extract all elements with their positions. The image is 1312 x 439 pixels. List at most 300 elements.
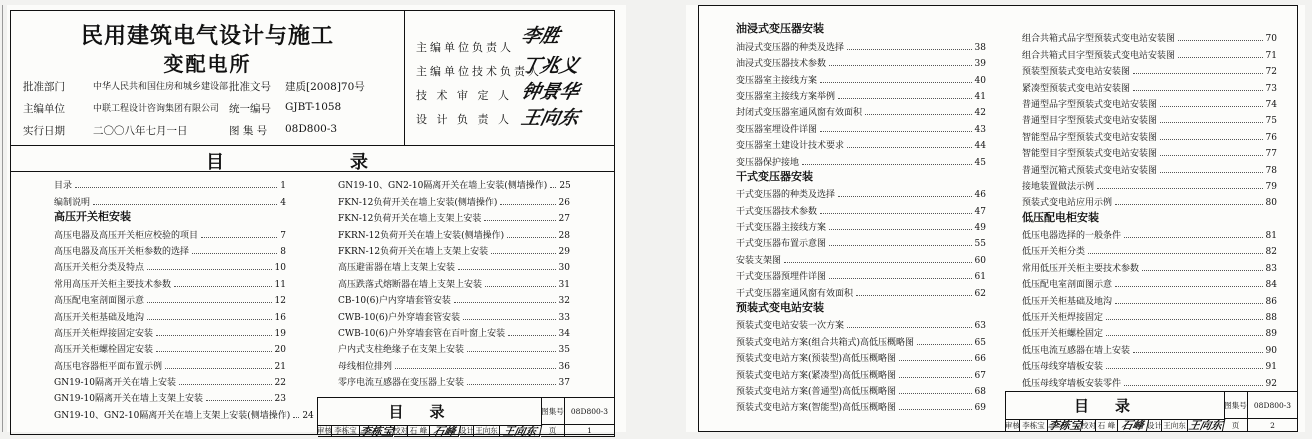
toc-entry — [338, 241, 570, 257]
toc-entry — [1022, 192, 1277, 208]
dot-leader — [1115, 303, 1263, 304]
toc-column — [736, 20, 986, 413]
toc-entry-title: 预装式变电站方案(组合共箱式)高低压概略图 — [736, 337, 915, 348]
reviewer-name: 李栋宝 — [1020, 419, 1048, 432]
dot-leader — [156, 335, 272, 336]
page-label: 页 — [541, 425, 565, 437]
toc-entry-page: 10 — [274, 263, 286, 274]
designer-name: 王向东 — [1162, 419, 1188, 432]
toc-entry — [1022, 77, 1277, 93]
dot-leader — [899, 377, 972, 378]
dot-leader — [93, 204, 277, 205]
toc-entry — [736, 282, 986, 298]
toc-entry — [736, 266, 986, 282]
toc-entry-page: 92 — [1265, 378, 1277, 389]
dot-leader — [500, 204, 555, 205]
role-label: 技 术 审 定 人 — [416, 89, 512, 102]
dot-leader — [1133, 73, 1263, 74]
toc-entry-page: 27 — [558, 214, 570, 225]
toc-entry-title: CWB-10(6)户外穿墙套管安装 — [338, 312, 461, 323]
toc-entry-title: 普通型沉箱式预装式变电站安装图 — [1022, 165, 1158, 176]
meta-value: 08D800-3 — [285, 123, 338, 135]
reviewer-signature: 李栋宝 — [1046, 419, 1083, 432]
binding-line — [2, 5, 3, 432]
toc-entry-page: 28 — [558, 230, 570, 241]
toc-entry — [1022, 339, 1277, 355]
toc-entry-title: 干式变压器主接线方案 — [736, 223, 827, 234]
dot-leader — [1133, 352, 1263, 353]
toc-entry — [1022, 307, 1277, 323]
toc-entry-title: 普通型目字型预装式变电站安装图 — [1022, 116, 1158, 127]
toc-entry — [1022, 356, 1277, 372]
toc-entry — [54, 241, 286, 257]
toc-entry-title: 高压避雷器在墙上支架上安装 — [338, 263, 456, 274]
meta-value: 中华人民共和国住房和城乡建设部 — [93, 82, 229, 92]
dot-leader — [454, 302, 556, 303]
toc-entry — [1022, 372, 1277, 388]
toc-entry-title: 预装式变电站方案(预装型)高低压概略图 — [736, 354, 897, 365]
toc-entry — [736, 53, 986, 69]
toc-entry-page: 70 — [1265, 34, 1277, 45]
dot-leader — [917, 344, 972, 345]
meta-label: 实行日期 — [23, 125, 65, 137]
title-block-name: 目录 — [1006, 392, 1225, 420]
toc-entry-title: 预装式变电站方案(智能型)高低压概略图 — [736, 403, 897, 414]
toc-entry-title: GN19-10、GN2-10隔离开关在墙上安装(侧墙操作) — [338, 181, 548, 192]
toc-entry — [736, 233, 986, 249]
toc-entry-title: 智能型目字型预装式变电站安装图 — [1022, 149, 1158, 160]
toc-entry — [736, 69, 986, 85]
toc-entry-title: 干式变压器布置示意图 — [736, 239, 827, 250]
toc-entry-title: 变压器室土建设计技术要求 — [736, 141, 845, 152]
review-label: 审核 — [1006, 419, 1020, 432]
toc-entry — [736, 397, 986, 413]
divider — [11, 171, 614, 172]
toc-entry — [54, 404, 314, 421]
dot-leader — [856, 295, 972, 296]
dot-leader — [395, 368, 556, 369]
toc-entry-page: 25 — [559, 181, 571, 192]
dot-leader — [847, 327, 972, 328]
dot-leader — [293, 417, 299, 418]
title-block-name: 目录 — [318, 398, 542, 426]
toc-entry-page: 33 — [558, 312, 570, 323]
design-label: 设计 — [459, 426, 474, 435]
meta-label: 图 集 号 — [229, 125, 268, 137]
toc-entry — [736, 381, 986, 397]
toc-entry — [736, 86, 986, 102]
toc-entry-title: GN19-10隔离开关在墙上支架上安装 — [54, 394, 204, 405]
role-label: 主编单位负责人 — [416, 41, 514, 54]
toc-entry — [54, 257, 286, 273]
toc-entry-page: 4 — [280, 197, 286, 208]
dot-leader — [192, 253, 277, 254]
toc-entry-page: 49 — [974, 223, 986, 234]
toc-entry — [1022, 323, 1277, 339]
page-1 — [7, 5, 626, 438]
dot-leader — [820, 213, 972, 214]
toc-entry-page: 43 — [974, 124, 986, 135]
dot-leader — [899, 409, 972, 410]
toc-entry-title: 高压电容器柜平面布置示例 — [54, 361, 163, 372]
toc-entry-page: 42 — [974, 108, 986, 119]
page-2 — [686, 5, 1305, 432]
toc-entry — [736, 331, 986, 347]
toc-entry-title: 高压开关柜基础及地沟 — [54, 312, 145, 323]
toc-entry-title: 紧凑型预装式变电站安装图 — [1022, 83, 1131, 94]
dot-leader — [508, 335, 555, 336]
toc-entry — [1022, 274, 1277, 290]
toc-entry-title: GN19-10、GN2-10隔离开关在墙上支架上安装(侧墙操作) — [54, 410, 291, 421]
toc-entry-page: 62 — [974, 288, 986, 299]
toc-entry-page: 38 — [974, 42, 986, 53]
dot-leader — [147, 302, 272, 303]
toc-entry-title: 高压开关柜焊接固定安装 — [54, 328, 154, 339]
dot-leader — [179, 384, 272, 385]
dot-leader — [550, 187, 556, 188]
toc-entry-page: 77 — [1265, 149, 1277, 160]
toc-entry-page: 29 — [558, 246, 570, 257]
toc-entry-page: 72 — [1265, 67, 1277, 78]
toc-entry-page: 71 — [1265, 50, 1277, 61]
meta-label: 批准文号 — [229, 81, 271, 93]
toc-entry — [338, 208, 570, 224]
toc-entry-title: 变压器室主接线方案 — [736, 75, 818, 86]
toc-entry — [338, 191, 570, 207]
toc-entry-title: 预装型预装式变电站安装图 — [1022, 67, 1131, 78]
toc-entry-page: 67 — [974, 370, 986, 381]
toc-entry-title: 高压跌落式熔断器在墙上支架上安装 — [338, 279, 483, 290]
toc-entry — [736, 200, 986, 216]
toc-entry-page: 73 — [1265, 83, 1277, 94]
dot-leader — [485, 286, 556, 287]
dot-leader — [899, 360, 972, 361]
toc-entry-page: 12 — [274, 296, 286, 307]
toc-entry-page: 74 — [1265, 99, 1277, 110]
dot-leader — [165, 368, 272, 369]
toc-entry — [736, 315, 986, 331]
dot-leader — [467, 384, 556, 385]
dot-leader — [1097, 188, 1263, 189]
drawing-frame — [698, 5, 1298, 432]
toc-entry-title: 常用低压开关柜主要技术参数 — [1022, 263, 1140, 274]
toc-entry-title: 低压电器选择的一般条件 — [1022, 231, 1122, 242]
toc-entry — [54, 339, 286, 355]
toc-entry-page: 41 — [974, 91, 986, 102]
toc-entry-page: 44 — [974, 141, 986, 152]
drawing-frame — [10, 10, 615, 438]
toc-entry-page: 88 — [1265, 313, 1277, 324]
toc-entry-title: 高压电器及高压开关柜应校验的项目 — [54, 230, 199, 241]
toc-entry — [736, 348, 986, 364]
toc-entry-title: 预装式变电站应用示例 — [1022, 198, 1113, 209]
toc-entry — [54, 306, 286, 322]
toc-entry — [54, 372, 286, 388]
checker-signature: 石峰 — [1117, 419, 1150, 432]
dot-leader — [1178, 40, 1263, 41]
dot-leader — [1115, 286, 1263, 287]
responsible-persons-block — [404, 11, 614, 146]
dot-leader — [1133, 90, 1263, 91]
toc-entry-title: 高压开关柜分类及特点 — [54, 263, 145, 274]
role-label: 设 计 负 责 人 — [416, 113, 512, 126]
toc-entry-title: 常用高压开关柜主要技术参数 — [54, 279, 172, 290]
toc-section-heading — [1022, 208, 1277, 224]
toc-entry-page: 84 — [1265, 280, 1277, 291]
dot-leader — [1106, 368, 1263, 369]
meta-label: 统一编号 — [229, 103, 271, 115]
dot-leader — [847, 147, 972, 148]
designer-signature: 王向东 — [1187, 419, 1224, 432]
toc-entry-title: 干式变压器的种类及选择 — [736, 190, 836, 201]
toc-entry-title: 预装式变电站安装一次方案 — [736, 321, 845, 332]
toc-entry — [338, 306, 570, 322]
dot-leader — [206, 400, 272, 401]
toc-entry-page: 90 — [1265, 345, 1277, 356]
toc-entry-title: 预装式变电站安装 — [736, 301, 824, 315]
dot-leader — [1160, 139, 1263, 140]
toc-entry-title: 户内式支柱绝缘子在支架上安装 — [338, 345, 465, 356]
dot-leader — [156, 351, 272, 352]
toc-entry-page: 63 — [974, 321, 986, 332]
toc-entry-title: FKRN-12负荷开关在墙上支架上安装 — [338, 246, 489, 257]
toc-entry-title: 低压开关柜分类 — [1022, 247, 1086, 258]
toc-column — [338, 175, 570, 388]
toc-entry-page: 91 — [1265, 362, 1277, 373]
toc-entry-title: 高压配电室剖面图示意 — [54, 296, 145, 307]
toc-entry-title: 安装支架图 — [736, 255, 782, 266]
toc-entry-page: 83 — [1265, 263, 1277, 274]
checker-signature: 石峰 — [429, 425, 462, 437]
toc-entry-page: 75 — [1265, 116, 1277, 127]
toc-entry-title: 接地装置做法示例 — [1022, 181, 1095, 192]
page-number: 2 — [1248, 419, 1298, 432]
toc-entry-title: 母线相位排列 — [338, 361, 393, 372]
toc-entry — [1022, 94, 1277, 110]
document-subtitle: 变配电所 — [163, 52, 252, 76]
toc-entry — [1022, 225, 1277, 241]
toc-entry — [54, 175, 286, 191]
toc-entry — [1022, 61, 1277, 77]
toc-entry-page: 8 — [280, 246, 286, 257]
reviewer-name: 李栋宝 — [332, 425, 360, 437]
atlas-label: 图集号 — [541, 398, 565, 425]
toc-entry-page: 32 — [558, 296, 570, 307]
toc-entry — [54, 224, 286, 240]
toc-entry-page: 78 — [1265, 165, 1277, 176]
toc-entry-page: 1 — [280, 181, 286, 192]
dot-leader — [1178, 57, 1263, 58]
toc-entry — [54, 355, 286, 371]
dot-leader — [802, 164, 972, 165]
toc-entry-title: 油浸式变压器技术参数 — [736, 59, 827, 70]
toc-entry-title: FKRN-12负荷开关在墙上安装(侧墙操作) — [338, 230, 505, 241]
designer-signature: 王向东 — [499, 425, 543, 437]
dot-leader — [1106, 319, 1263, 320]
toc-entry-title: 低压开关柜螺栓固定 — [1022, 329, 1104, 340]
handwritten-signature: 丁兆义 — [519, 55, 582, 77]
toc-entry — [736, 118, 986, 134]
dot-leader — [491, 253, 555, 254]
toc-entry — [54, 273, 286, 289]
toc-entry — [54, 388, 286, 404]
toc-entry — [736, 151, 986, 167]
toc-entry — [338, 257, 570, 273]
role-label: 主编单位技术负责人 — [416, 65, 542, 78]
dot-leader — [829, 278, 972, 279]
toc-entry-title: 目录 — [54, 181, 73, 192]
handwritten-signature: 李胜 — [519, 25, 563, 47]
dot-leader — [1160, 155, 1263, 156]
toc-entry-page: 76 — [1265, 132, 1277, 143]
toc-entry-title: 干式变压器预埋件详图 — [736, 272, 827, 283]
dot-leader — [829, 229, 972, 230]
toc-entry-title: 低压配电室剖面图示意 — [1022, 280, 1113, 291]
toc-entry-page: 21 — [274, 361, 286, 372]
dot-leader — [1160, 122, 1263, 123]
toc-entry — [1022, 44, 1277, 60]
toc-entry-title: 油浸式变压器的种类及选择 — [736, 42, 845, 53]
toc-entry-page: 61 — [974, 272, 986, 283]
meta-label: 批准部门 — [23, 81, 65, 93]
meta-value: 二〇〇八年七月一日 — [93, 125, 188, 137]
toc-entry-page: 47 — [974, 206, 986, 217]
dot-leader — [458, 269, 556, 270]
toc-entry-page: 34 — [558, 328, 570, 339]
handwritten-signature: 钟景华 — [519, 81, 582, 103]
toc-entry-title: 干式变压器技术参数 — [736, 206, 818, 217]
toc-entry-page: 30 — [558, 263, 570, 274]
toc-entry-page: 82 — [1265, 247, 1277, 258]
toc-entry — [338, 323, 570, 339]
check-label: 校对 — [1082, 419, 1096, 432]
toc-entry-title: 变压器室埋设件详图 — [736, 124, 818, 135]
toc-entry-page: 26 — [558, 197, 570, 208]
check-label: 校对 — [393, 426, 408, 435]
page-number: 1 — [565, 425, 615, 437]
dot-leader — [1160, 106, 1263, 107]
toc-entry — [54, 191, 286, 207]
toc-entry-page: 66 — [974, 354, 986, 365]
atlas-number: 08D800-3 — [565, 398, 615, 425]
toc-entry — [338, 372, 570, 388]
dot-leader — [467, 351, 556, 352]
toc-entry-page: 24 — [302, 410, 314, 421]
toc-entry-title: 普通型品字型预装式变电站安装图 — [1022, 99, 1158, 110]
toc-entry — [54, 290, 286, 306]
meta-value: 建质[2008]70号 — [285, 81, 365, 93]
checker-name: 石 峰 — [1096, 419, 1118, 432]
dot-leader — [1115, 204, 1263, 205]
toc-entry-title: 智能型品字型预装式变电站安装图 — [1022, 132, 1158, 143]
dot-leader — [1160, 172, 1263, 173]
toc-entry-page: 45 — [974, 157, 986, 168]
toc-entry-title: 低压电流互感器在墙上安装 — [1022, 345, 1131, 356]
toc-entry — [1022, 290, 1277, 306]
toc-entry-page: 35 — [558, 345, 570, 356]
reviewer-signature: 李栋宝 — [358, 424, 395, 438]
toc-entry — [736, 249, 986, 265]
toc-entry-page: 79 — [1265, 181, 1277, 192]
toc-entry-page: 39 — [974, 59, 986, 70]
toc-entry — [1022, 159, 1277, 175]
toc-section-heading — [736, 168, 986, 184]
title-block — [317, 397, 615, 438]
toc-entry-page: 69 — [974, 403, 986, 414]
toc-entry — [338, 339, 570, 355]
toc-heading: 目录 — [206, 152, 494, 173]
toc-entry-title: 高压开关柜螺栓固定安装 — [54, 345, 154, 356]
dot-leader — [820, 131, 972, 132]
toc-entry-title: 零序电流互感器在变压器上安装 — [338, 378, 465, 389]
dot-leader — [507, 237, 555, 238]
toc-entry-page: 37 — [558, 378, 570, 389]
toc-entry — [1022, 143, 1277, 159]
title-block — [1005, 391, 1298, 432]
toc-entry-title: CB-10(6)户内穿墙套管安装 — [338, 296, 451, 307]
toc-entry — [1022, 126, 1277, 142]
toc-entry — [736, 135, 986, 151]
toc-entry-page: 80 — [1265, 198, 1277, 209]
meta-value: 中联工程设计咨询集团有限公司 — [93, 104, 220, 114]
toc-entry-page: 68 — [974, 386, 986, 397]
toc-entry-title: FKN-12负荷开关在墙上支架上安装 — [338, 214, 482, 225]
toc-entry-page: 36 — [558, 361, 570, 372]
toc-entry-page: 55 — [974, 239, 986, 250]
atlas-number: 08D800-3 — [1248, 392, 1298, 419]
atlas-label: 图集号 — [1224, 392, 1248, 419]
toc-entry-title: 编制说明 — [54, 197, 91, 208]
toc-entry-title: 封闭式变压器室通风窗有效面积 — [736, 108, 863, 119]
toc-entry — [54, 323, 286, 339]
toc-entry-title: 变压器保护接地 — [736, 157, 800, 168]
dot-leader — [174, 286, 272, 287]
toc-entry-title: 低压母线穿墙板安装 — [1022, 362, 1104, 373]
dot-leader — [484, 220, 555, 221]
meta-value: GJBT-1058 — [285, 101, 342, 113]
toc-section-heading — [736, 20, 986, 36]
document-title: 民用建筑电气设计与施工 — [80, 23, 334, 49]
toc-entry-title: 高压开关柜安装 — [54, 210, 131, 224]
toc-entry-page: 65 — [974, 337, 986, 348]
toc-entry-page: 23 — [274, 394, 286, 405]
toc-entry — [338, 273, 570, 289]
toc-section-heading — [54, 208, 286, 224]
toc-entry-page: 86 — [1265, 296, 1277, 307]
toc-entry-title: 预装式变电站方案(紧凑型)高低压概略图 — [736, 370, 897, 381]
toc-entry-title: 组合共箱式目字型预装式变电站安装图 — [1022, 50, 1176, 61]
toc-column — [54, 175, 314, 421]
toc-entry — [1022, 257, 1277, 273]
dot-leader — [75, 187, 277, 188]
toc-entry — [1022, 176, 1277, 192]
toc-entry — [338, 175, 570, 191]
toc-entry — [736, 184, 986, 200]
dot-leader — [784, 262, 972, 263]
dot-leader — [147, 319, 272, 320]
toc-entry — [736, 364, 986, 380]
dot-leader — [1142, 270, 1263, 271]
toc-entry-title: 组合共箱式品字型预装式变电站安装图 — [1022, 34, 1176, 45]
toc-entry-page: 81 — [1265, 231, 1277, 242]
toc-entry — [1022, 241, 1277, 257]
toc-entry-page: 20 — [274, 345, 286, 356]
designer-name: 王向东 — [474, 425, 500, 437]
toc-entry — [338, 355, 570, 371]
dot-leader — [1088, 253, 1263, 254]
toc-entry-page: 7 — [280, 230, 286, 241]
toc-entry — [736, 36, 986, 52]
